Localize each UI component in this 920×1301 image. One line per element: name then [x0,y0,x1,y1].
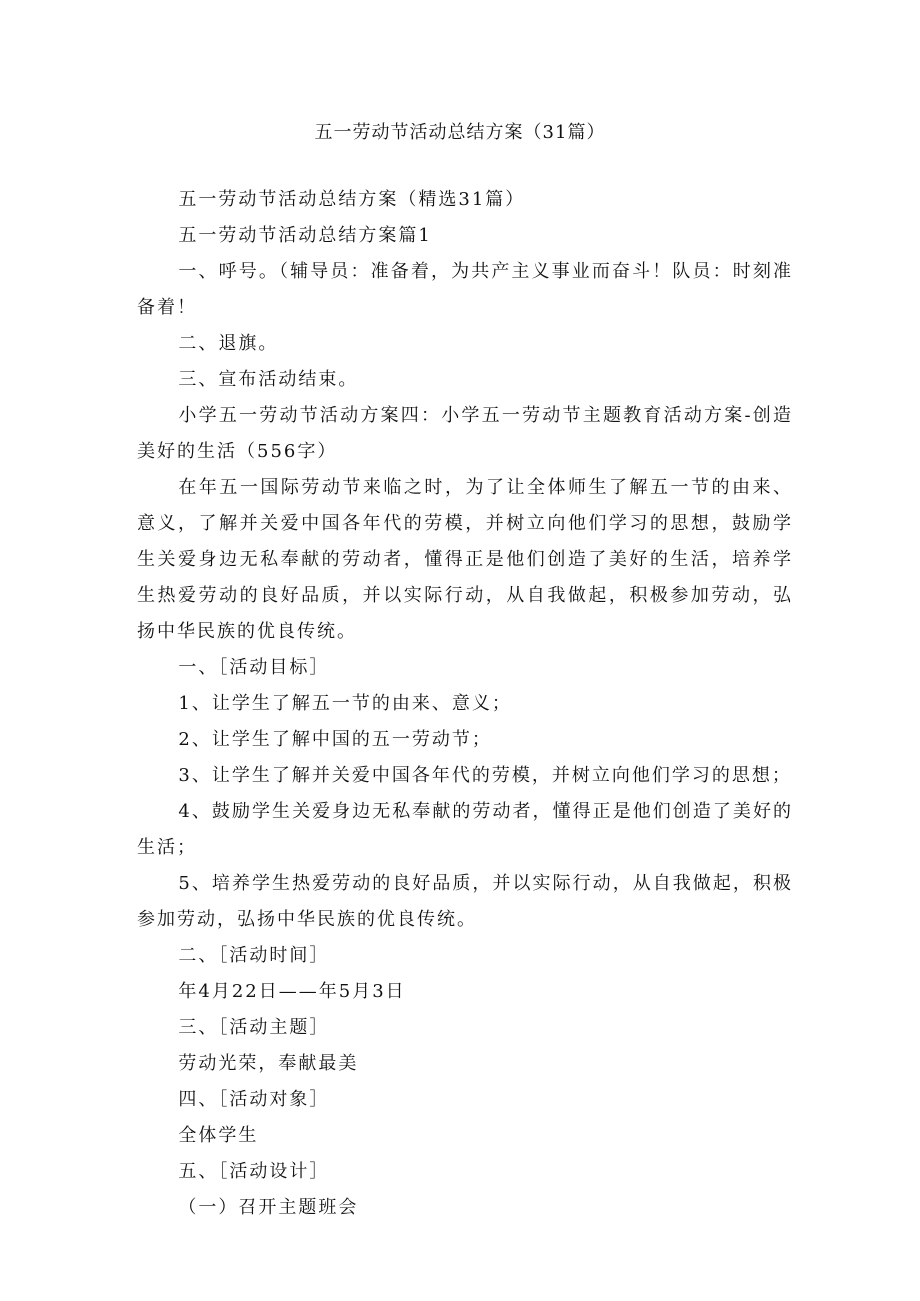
list-item: 1、让学生了解五一节的由来、意义； [178,693,512,714]
paragraph: 全体学生 [178,1125,259,1146]
list-item: 4、鼓励学生关爱身边无私奉献的劳动者，懂得正是他们创造了美好的生活； [137,801,793,858]
paragraph: 一、呼号。（辅导员：准备着，为共产主义事业而奋斗！队员：时刻准备着！ [137,261,793,318]
section-heading: 四、［活动对象］ [178,1089,330,1110]
sub-heading: （一）召开主题班会 [178,1197,359,1218]
paragraph: 三、宣布活动结束。 [178,369,359,390]
paragraph: 五一劳动节活动总结方案篇1 [178,225,432,246]
paragraph: 二、退旗。 [178,333,279,354]
paragraph: 小学五一劳动节活动方案四：小学五一劳动节主题教育活动方案-创造美好的生活（556字） [137,405,793,462]
section-heading: 一、［活动目标］ [178,657,330,678]
paragraph: 年4月22日——年5月3日 [178,981,406,1002]
list-item: 2、让学生了解中国的五一劳动节； [178,729,492,750]
document-title: 五一劳动节活动总结方案（31篇） [314,122,606,143]
paragraph: 劳动光荣，奉献最美 [178,1053,359,1074]
list-item: 5、培养学生热爱劳动的良好品质，并以实际行动，从自我做起，积极参加劳动，弘扬中华民族的优良传统。 [137,873,793,930]
section-heading: 五、［活动设计］ [178,1161,330,1182]
section-heading: 二、［活动时间］ [178,945,330,966]
document-body [137,182,793,1226]
paragraph: 五一劳动节活动总结方案（精选31篇） [178,189,526,210]
paragraph: 在年五一国际劳动节来临之时，为了让全体师生了解五一节的由来、意义，了解并关爱中国各年代的劳模，并树立向他们学习的思想，鼓励学生关爱身边无私奉献的劳动者，懂得正是他们创造了美好的生活，培养学生热爱劳动的良好品质，并以实际行动，从自我做起，积极参加劳动，弘扬中华民族的优良传统。 [137,477,793,642]
section-heading: 三、［活动主题］ [178,1017,330,1038]
list-item: 3、让学生了解并关爱中国各年代的劳模，并树立向他们学习的思想； [178,765,792,786]
